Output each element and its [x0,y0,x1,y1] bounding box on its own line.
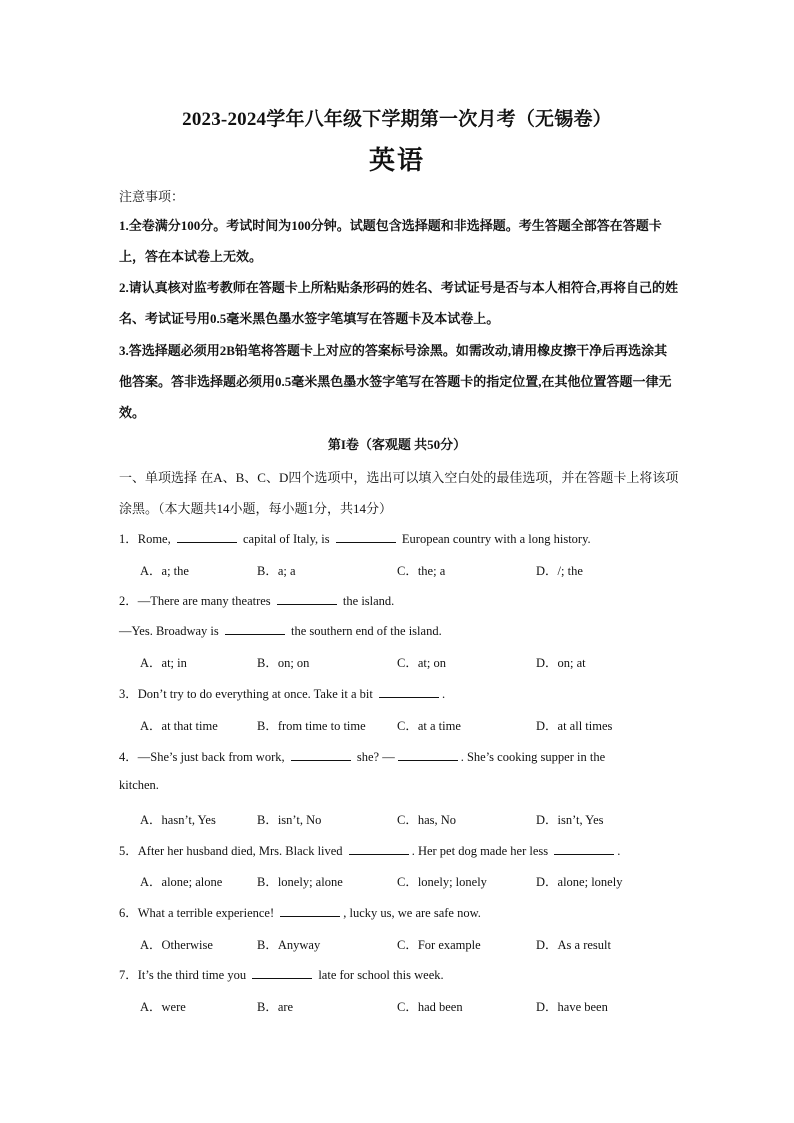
question-2-option-B: B．on; on [257,656,310,670]
notice-item-2: 2.请认真核对监考教师在答题卡上所粘贴条形码的姓名、考试证号是否与本人相符合,再将自己的姓名、考试证号用0.5毫米黑色墨水签字笔填写在答题卡及本试卷上。 [119,280,679,326]
exam-title: 2023-2024学年八年级下学期第一次月考（无锡卷） [182,109,612,130]
answer-blank [336,530,396,543]
question-2-line [119,591,394,609]
question-text: . Her pet dog made her less [411,844,552,858]
question-3-option-D: D．at all times [536,719,613,733]
question-text: 7．It’s the third time you [119,968,250,982]
answer-blank [554,842,614,855]
section-description: 一、单项选择 在A、B、C、D四个选项中，选出可以填入空白处的最佳选项，并在答题卡上将该项涂黑。（本大题共14小题，每小题1分，共14分） [119,470,679,516]
question-2-option-D: D．on; at [536,656,586,670]
question-1-option-B: B．a; a [257,564,296,578]
question-text: the island. [339,594,395,608]
question-text: . [441,687,446,701]
question-7-option-D: D．have been [536,1000,608,1014]
question-7-option-B: B．are [257,1000,294,1014]
answer-blank [379,685,439,698]
question-text: 4．—She’s just back from work, [119,750,288,764]
question-1-line [119,529,591,547]
question-7-option-C: C．had been [397,1000,463,1014]
question-7-line [119,965,444,983]
question-6-option-C: C．For example [397,938,481,952]
question-7-option-A: A．were [140,1000,186,1014]
question-text: she? — [353,750,395,764]
question-text: 5．After her husband died, Mrs. Black lived [119,844,346,858]
question-text: , lucky us, we are safe now. [343,906,481,920]
question-5-line [119,841,620,859]
question-2-option-A: A．at; in [140,656,187,670]
question-5-option-A: A．alone; alone [140,875,223,889]
question-1-option-A: A．a; the [140,564,189,578]
answer-blank [252,966,312,979]
question-4-option-C: C．has, No [397,813,457,827]
question-4-line [119,778,159,793]
question-4-option-D: D．isn’t, Yes [536,813,604,827]
question-text: kitchen. [119,778,159,792]
question-text: 2．—There are many theatres [119,594,274,608]
question-3-option-C: C．at a time [397,719,461,733]
notice-item-3: 3.答选择题必须用2B铅笔将答题卡上对应的答案标号涂黑。如需改动,请用橡皮擦干净后再选涂其他答案。答非选择题必须用0.5毫米黑色墨水签字笔写在答题卡的指定位置,在其他位置答题一律无效。 [119,343,672,420]
section-title: 第I卷（客观题 共50分） [327,437,467,452]
question-text: 3．Don’t try to do everything at once. Take it a bit [119,687,376,701]
question-5-option-B: B．lonely; alone [257,875,343,889]
question-4-option-B: B．isn’t, No [257,813,322,827]
subject-title: 英语 [368,146,425,175]
question-text: European country with a long history. [398,532,591,546]
notice-item-1: 1.全卷满分100分。考试时间为100分钟。试题包含选择题和非选择题。考生答题全部答在答题卡上，答在本试卷上无效。 [119,218,662,264]
answer-blank [277,592,337,605]
question-1-option-D: D．/; the [536,564,583,578]
question-text: . She’s cooking supper in the [460,750,606,764]
question-6-line [119,903,481,921]
question-text: 6．What a terrible experience! [119,906,278,920]
answer-blank [177,530,237,543]
question-5-option-C: C．lonely; lonely [397,875,487,889]
question-3-option-B: B．from time to time [257,719,366,733]
question-5-option-D: D．alone; lonely [536,875,623,889]
question-text: —Yes. Broadway is [119,624,222,638]
question-text: . [617,844,621,858]
question-text: late for school this week. [315,968,444,982]
answer-blank [225,622,285,635]
question-text: the southern end of the island. [287,624,442,638]
answer-blank [280,904,340,917]
question-text: capital of Italy, is [239,532,333,546]
question-4-option-A: A．hasn’t, Yes [140,813,216,827]
question-3-line [119,684,445,702]
question-1-option-C: C．the; a [397,564,446,578]
answer-blank [349,842,409,855]
question-6-option-D: D．As a result [536,938,611,952]
notice-heading: 注意事项： [119,189,185,204]
answer-blank [291,748,351,761]
question-4-line [119,747,605,765]
question-text: 1．Rome, [119,532,174,546]
question-6-option-B: B．Anyway [257,938,321,952]
question-2-option-C: C．at; on [397,656,446,670]
question-2-line [119,622,442,639]
answer-blank [398,748,458,761]
question-3-option-A: A．at that time [140,719,218,733]
question-6-option-A: A．Otherwise [140,938,213,952]
